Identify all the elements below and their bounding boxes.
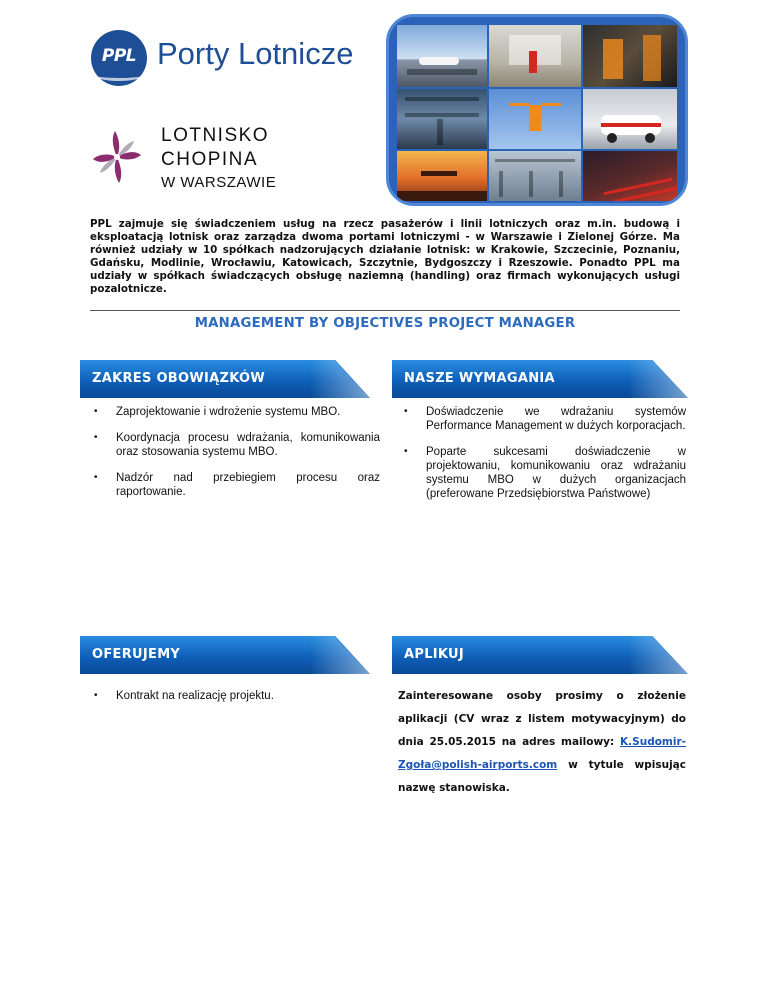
bullet-dot-icon: •	[404, 406, 408, 417]
section-header-apply	[392, 636, 688, 674]
divider	[90, 310, 680, 311]
photo-terminal-walkway	[397, 89, 487, 149]
apply-email-link[interactable]: K.Sudomir-Zgoła@polish-airports.com	[398, 736, 686, 771]
photo-airport-car	[583, 89, 677, 149]
photo-aircraft-maintenance	[489, 25, 581, 87]
list-item: • Kontrakt na realizację projektu.	[94, 690, 274, 702]
photo-runway-lights	[583, 151, 677, 201]
bullet-dot-icon: •	[94, 406, 98, 417]
photo-marshaller	[489, 89, 581, 149]
requirements-list	[398, 405, 686, 513]
airport-photo-collage	[386, 14, 688, 206]
section-header-responsibilities	[80, 360, 370, 398]
bullet-dot-icon: •	[404, 446, 408, 457]
section-header-offer	[80, 636, 370, 674]
chopin-propeller-icon	[91, 128, 143, 186]
apply-instructions	[398, 685, 686, 800]
chopin-logo-line2: CHOPINA	[161, 149, 259, 170]
section-title-responsibilities: ZAKRES OBOWIĄZKÓW	[92, 371, 265, 386]
bullet-dot-icon: •	[94, 690, 98, 701]
apply-text-before: Zainteresowane osoby prosimy o złożenie aplikacji (CV wraz z listem motywacyjnym) do dnia 25.05.2015 na adres mailowy:	[398, 690, 686, 748]
bullet-dot-icon: •	[94, 432, 98, 443]
ppl-logo-abbr: PPL	[101, 46, 137, 66]
list-item: • Nadzór nad przebiegiem procesu oraz raportowanie.	[94, 472, 380, 498]
apply-text-after: w tytule wpisując nazwę stanowiska.	[398, 759, 686, 794]
chopin-airport-logo	[91, 122, 351, 197]
bullet-dot-icon: •	[94, 472, 98, 483]
list-item: • Zaprojektowanie i wdrożenie systemu MBO.	[94, 406, 341, 418]
chopin-logo-line1: LOTNISKO	[161, 125, 270, 146]
section-title-offer: OFERUJEMY	[92, 647, 181, 662]
job-title: MANAGEMENT BY OBJECTIVES PROJECT MANAGER	[194, 316, 576, 331]
photo-firefighters	[583, 25, 677, 87]
photo-terminal-hall	[489, 151, 581, 201]
ppl-logo	[91, 30, 371, 86]
section-title-requirements: NASZE WYMAGANIA	[404, 371, 555, 386]
photo-sunset-plane	[397, 151, 487, 201]
section-header-requirements	[392, 360, 688, 398]
responsibilities-list	[88, 405, 380, 511]
ppl-logo-name: Porty Lotnicze	[157, 36, 354, 71]
list-item: • Koordynacja procesu wdrażania, komunikowania oraz stosowania systemu MBO.	[94, 432, 380, 458]
offer-list	[88, 689, 380, 715]
ppl-logo-icon	[91, 30, 147, 86]
list-item: • Poparte sukcesami doświadczenie w projektowaniu, komunikowaniu oraz wdrażaniu systemu MBO w dużych organizacjach (preferowane Przedsiębiorstwa Państwowe)	[404, 446, 686, 500]
chopin-logo-line3: W WARSZAWIE	[161, 174, 277, 191]
company-description: PPL zajmuje się świadczeniem usług na rzecz pasażerów i linii lotniczych oraz m.in. budową i eksploatacją lotnisk oraz zarządza dwoma portami lotniczymi - w Warszawie i Zielonej Górze. Ma również udziały w 10 spółkach nadzorujących działanie lotnisk: w Krakowie, Szczecinie, Poznaniu, Gdańsku, Modlinie, Wrocławiu, Katowicach, Szczytnie, Bydgoszczy i Rzeszowie. Ponadto PPL ma udziały w spółkach świadczących obsługę naziemną (handling) oraz firmach wykonujących usługi pozalotnicze.	[90, 218, 680, 295]
section-title-apply: APLIKUJ	[404, 647, 465, 662]
photo-airplane-tarmac	[397, 25, 487, 87]
list-item: • Doświadczenie we wdrażaniu systemów Performance Management w dużych korporacjach.	[404, 406, 686, 432]
